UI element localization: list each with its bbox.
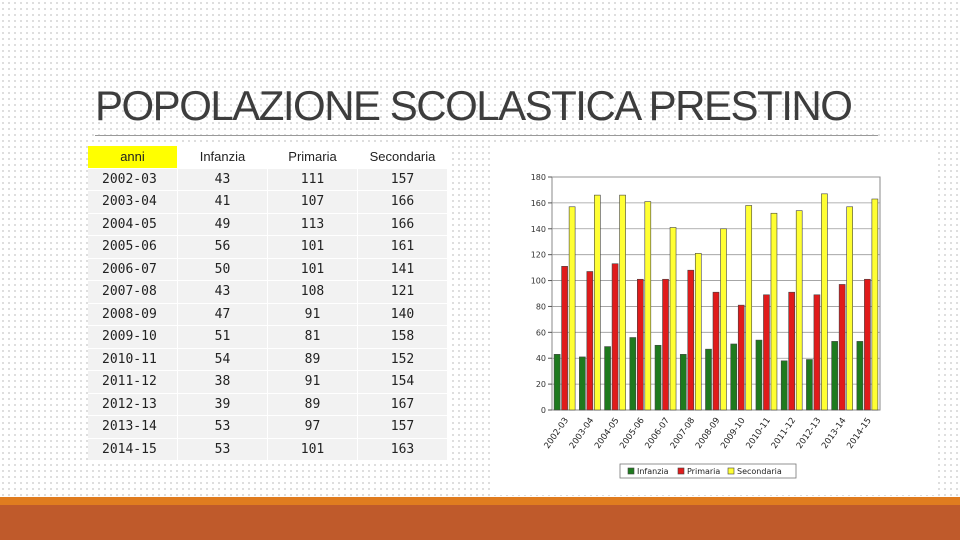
bar-infanzia: [630, 338, 636, 410]
x-tick-label: 2009-10: [719, 415, 748, 451]
table-cell: 107: [268, 191, 358, 214]
table-body: [88, 169, 448, 462]
table-header-row: [88, 146, 448, 169]
table-cell: 43: [178, 281, 268, 304]
table-cell: 81: [268, 326, 358, 349]
table-row: [88, 371, 448, 394]
table-cell: 152: [358, 349, 448, 372]
table-cell: 108: [268, 281, 358, 304]
table-cell: 2009-10: [88, 326, 178, 349]
table-cell: 53: [178, 439, 268, 462]
table-cell: 97: [268, 416, 358, 439]
page-title: POPOLAZIONE SCOLASTICA PRESTINO: [95, 82, 852, 129]
table-row: [88, 169, 448, 192]
header-secondaria: Secondaria: [358, 146, 448, 169]
bar-chart: [492, 142, 934, 495]
y-tick-label: 80: [535, 302, 546, 312]
bar-infanzia: [731, 344, 737, 410]
table-cell: 163: [358, 439, 448, 462]
bar-infanzia: [554, 354, 560, 410]
table-cell: 101: [268, 439, 358, 462]
y-tick-label: 40: [535, 354, 546, 364]
table-cell: 2013-14: [88, 416, 178, 439]
x-tick-label: 2011-12: [769, 415, 799, 451]
legend-label: Infanzia: [637, 467, 669, 476]
table-cell: 113: [268, 214, 358, 237]
table-cell: 154: [358, 371, 448, 394]
header-infanzia: Infanzia: [178, 146, 268, 169]
bar-secondaria: [645, 202, 651, 410]
table-cell: 121: [358, 281, 448, 304]
table-cell: 47: [178, 304, 268, 327]
table-cell: 89: [268, 349, 358, 372]
legend-label: Secondaria: [737, 467, 782, 476]
table-row: [88, 191, 448, 214]
legend-swatch: [628, 468, 634, 474]
bar-primaria: [738, 305, 744, 410]
bar-secondaria: [569, 207, 575, 410]
bar-infanzia: [605, 347, 611, 410]
table-cell: 166: [358, 214, 448, 237]
bar-infanzia: [857, 341, 863, 410]
table-cell: 38: [178, 371, 268, 394]
table-cell: 2006-07: [88, 259, 178, 282]
table-cell: 51: [178, 326, 268, 349]
table-cell: 50: [178, 259, 268, 282]
table-row: [88, 349, 448, 372]
table-cell: 111: [268, 169, 358, 192]
bar-secondaria: [821, 194, 827, 410]
table-cell: 157: [358, 169, 448, 192]
x-tick-label: 2003-04: [567, 415, 597, 451]
x-tick-label: 2005-06: [618, 415, 647, 451]
table-cell: 49: [178, 214, 268, 237]
table-row: [88, 281, 448, 304]
bar-infanzia: [756, 340, 762, 410]
bar-secondaria: [594, 195, 600, 410]
table-cell: 41: [178, 191, 268, 214]
bar-secondaria: [872, 199, 878, 410]
bar-primaria: [763, 295, 769, 410]
bar-secondaria: [796, 211, 802, 410]
table-cell: 91: [268, 304, 358, 327]
bar-primaria: [864, 279, 870, 410]
bar-secondaria: [721, 229, 727, 410]
bar-infanzia: [655, 345, 661, 410]
bar-primaria: [814, 295, 820, 410]
bar-infanzia: [706, 349, 712, 410]
table-cell: 56: [178, 236, 268, 259]
bar-primaria: [839, 284, 845, 410]
table-cell: 39: [178, 394, 268, 417]
x-tick-label: 2004-05: [592, 415, 622, 451]
table-cell: 43: [178, 169, 268, 192]
bar-secondaria: [771, 213, 777, 410]
table-cell: 53: [178, 416, 268, 439]
bar-primaria: [713, 292, 719, 410]
bar-primaria: [587, 271, 593, 410]
bar-primaria: [637, 279, 643, 410]
table-cell: 158: [358, 326, 448, 349]
bar-secondaria: [746, 205, 752, 410]
legend-swatch: [678, 468, 684, 474]
header-primaria: Primaria: [268, 146, 358, 169]
table-cell: 2002-03: [88, 169, 178, 192]
table-cell: 2010-11: [88, 349, 178, 372]
table-row: [88, 214, 448, 237]
x-tick-label: 2008-09: [693, 415, 723, 451]
table-row: [88, 259, 448, 282]
bar-secondaria: [620, 195, 626, 410]
y-tick-label: 180: [530, 173, 546, 182]
y-tick-label: 60: [535, 328, 546, 338]
bar-infanzia: [579, 357, 585, 410]
table-cell: 2005-06: [88, 236, 178, 259]
bar-secondaria: [695, 253, 701, 410]
x-tick-label: 2012-13: [794, 415, 824, 451]
bar-infanzia: [832, 341, 838, 410]
x-tick-label: 2007-08: [668, 415, 698, 451]
table-cell: 2011-12: [88, 371, 178, 394]
table-cell: 2007-08: [88, 281, 178, 304]
table-cell: 2012-13: [88, 394, 178, 417]
bar-secondaria: [670, 227, 676, 410]
bar-primaria: [663, 279, 669, 410]
footer-bar: [0, 497, 960, 540]
table-row: [88, 416, 448, 439]
bar-primaria: [612, 264, 618, 410]
x-tick-label: 2006-07: [643, 415, 672, 451]
bar-infanzia: [680, 354, 686, 410]
y-tick-label: 120: [530, 250, 546, 260]
table-cell: 161: [358, 236, 448, 259]
table-row: [88, 439, 448, 462]
y-tick-label: 20: [535, 380, 546, 390]
bar-primaria: [562, 266, 568, 410]
table-row: [88, 394, 448, 417]
x-tick-label: 2013-14: [820, 415, 849, 451]
table-cell: 2004-05: [88, 214, 178, 237]
table-cell: 141: [358, 259, 448, 282]
legend-label: Primaria: [687, 467, 721, 476]
x-tick-label: 2010-11: [744, 415, 773, 451]
table-cell: 101: [268, 259, 358, 282]
header-anni: anni: [88, 146, 178, 169]
table-cell: 157: [358, 416, 448, 439]
table-cell: 2014-15: [88, 439, 178, 462]
table-cell: 54: [178, 349, 268, 372]
footer-stripe: [0, 497, 960, 505]
table-cell: 91: [268, 371, 358, 394]
legend-swatch: [728, 468, 734, 474]
x-tick-label: 2002-03: [542, 415, 572, 451]
table-cell: 2003-04: [88, 191, 178, 214]
table-cell: 167: [358, 394, 448, 417]
table-row: [88, 304, 448, 327]
x-tick-label: 2014-15: [845, 415, 874, 451]
table-cell: 140: [358, 304, 448, 327]
table-row: [88, 326, 448, 349]
bar-infanzia: [806, 360, 812, 410]
data-table: [88, 146, 448, 461]
y-tick-label: 0: [540, 406, 546, 415]
table-cell: 89: [268, 394, 358, 417]
y-tick-label: 160: [530, 198, 546, 208]
table-cell: 166: [358, 191, 448, 214]
table-cell: 101: [268, 236, 358, 259]
table-row: [88, 236, 448, 259]
y-tick-label: 140: [530, 224, 546, 234]
bar-infanzia: [781, 361, 787, 410]
bar-primaria: [789, 292, 795, 410]
y-tick-label: 100: [530, 276, 546, 286]
table-cell: 2008-09: [88, 304, 178, 327]
bar-secondaria: [847, 207, 853, 410]
bar-primaria: [688, 270, 694, 410]
title-divider: [95, 135, 878, 136]
